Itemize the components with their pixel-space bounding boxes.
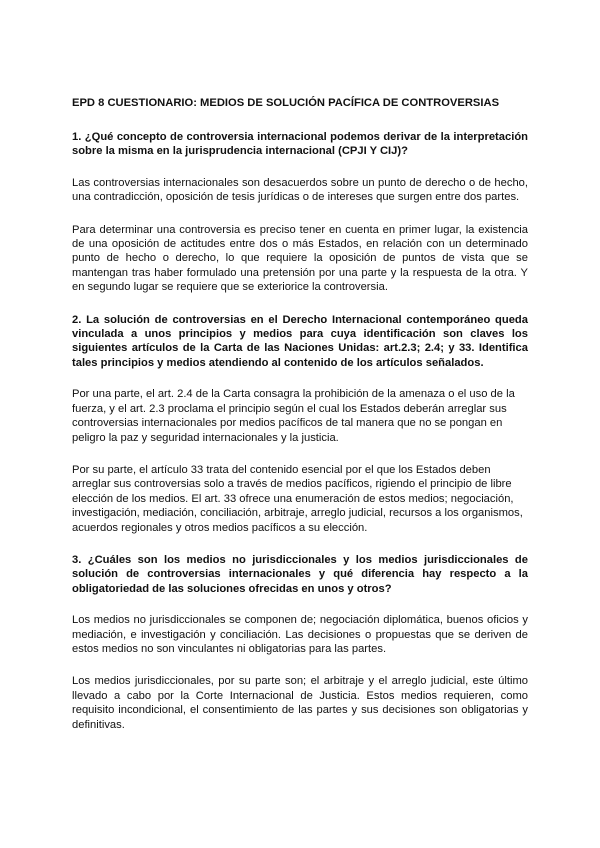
answer-1-paragraph-1: Las controversias internacionales son desacuerdos sobre un punto de derecho o de hecho, una contradicción, oposición de tesis jurídicas o de intereses que surgen entre dos partes. xyxy=(72,176,528,204)
document-title: EPD 8 CUESTIONARIO: MEDIOS DE SOLUCIÓN PACÍFICA DE CONTROVERSIAS xyxy=(72,97,500,109)
question-1: 1. ¿Qué concepto de controversia internacional podemos derivar de la interpretación sobre la misma en la jurisprudencia internacional (CPJI Y CIJ)? xyxy=(72,131,528,158)
question-2: 2. La solución de controversias en el Derecho Internacional contemporáneo queda vinculada a unos principios y medios para cuya identificación son claves los siguientes artículos de la Carta de las Naciones Unidas: art.2.3; 2.4; y 33. Identifica tales principios y medios atendiendo al contenido de los artículos señalados. xyxy=(72,313,528,369)
question-3: 3. ¿Cuáles son los medios no jurisdiccionales y los medios jurisdiccionales de solución de controversias internacionales y qué diferencia hay respecto a la obligatoriedad de las soluciones ofrecidas en unos y otros? xyxy=(72,553,528,595)
answer-3-paragraph-2: Los medios jurisdiccionales, por su parte son; el arbitraje y el arreglo judicial, este último llevado a cabo por la Corte Internacional de Justicia. Estos medios requieren, como requisito incondicional, el consentimiento de las partes y sus decisiones son obligatorias y definitivas. xyxy=(72,675,528,731)
answer-2-paragraph-1: Por una parte, el art. 2.4 de la Carta consagra la prohibición de la amenaza o el uso de la fuerza, y el art. 2.3 proclama el principio según el cual los Estados deberán arreglar sus controversias internacionales por medios pacíficos de tal manera que no se pongan en peligro la paz y seguridad internacionales y la justicia. xyxy=(72,388,515,444)
answer-2-paragraph-2: Por su parte, el artículo 33 trata del contenido esencial por el que los Estados deben arreglar sus controversias solo a través de medios pacíficos, rigiendo el principio de libre elección de los medios. El art. 33 ofrece una enumeración de estos medios; negociación, investigación, mediación, conciliación, arbitraje, arreglo judicial, recursos a los organismos, acuerdos regionales y otros medios pacíficos a su elección. xyxy=(72,463,523,534)
answer-3-paragraph-1: Los medios no jurisdiccionales se componen de; negociación diplomática, buenos oficios y mediación, e investigación y conciliación. Las decisiones o propuestas que se deriven de estos medios no son vinculantes ni obligatorias para las partes. xyxy=(72,614,528,655)
answer-1-paragraph-2: Para determinar una controversia es preciso tener en cuenta en primer lugar, la existencia de una oposición de actitudes entre dos o más Estados, en relación con un determinado punto de hecho o derecho, lo que requiere la oposición de puntos de vista que se mantengan tras haber formulado una pretensión por una parte y la respuesta de la otra. Y en segundo lugar se requiere que se exteriorice la controversia. xyxy=(72,223,528,294)
document-page xyxy=(72,96,528,750)
